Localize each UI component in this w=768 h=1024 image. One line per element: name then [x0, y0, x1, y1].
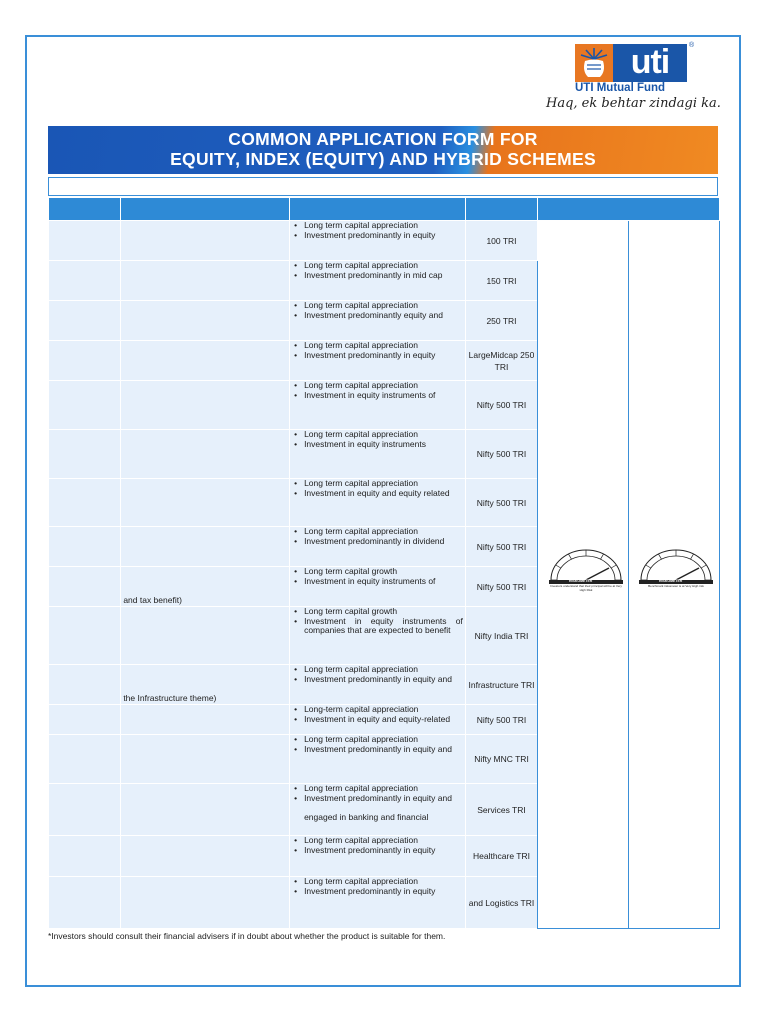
section-header-bar: [48, 177, 718, 196]
benchmark-cell: [465, 784, 537, 836]
scheme-name-cell: [121, 341, 290, 381]
benchmark-name: and Logistics TRI: [468, 897, 535, 908]
product-suitability-cell: [290, 836, 466, 877]
scheme-category-cell: [49, 430, 121, 479]
scheme-name-cell: [121, 567, 290, 607]
suitability-point: • Long term capital appreciation: [290, 877, 465, 887]
benchmark-riskometer: [637, 548, 715, 599]
scheme-riskometer: [547, 548, 625, 599]
suitability-point: • Investment predominantly in equity and: [290, 794, 465, 804]
suitability-point: • Long-term capital appreciation: [290, 705, 465, 715]
suitability-points: [290, 567, 465, 586]
suitability-points: [290, 430, 465, 449]
riskometer-caption: Investors understand that their principal will be at Very High Risk: [550, 584, 622, 592]
suitability-point: • Investment in equity instruments: [290, 440, 465, 450]
product-suitability-cell: [290, 784, 466, 836]
scheme-name-cell: [121, 381, 290, 430]
suitability-point: • Investment predominantly equity and: [290, 311, 465, 321]
uti-logo: [546, 42, 725, 122]
benchmark-cell: [465, 261, 537, 301]
benchmark-name: Nifty 500 TRI: [476, 541, 527, 552]
title-line-1: COMMON APPLICATION FORM FOR: [228, 129, 538, 149]
suitability-points: [290, 735, 465, 754]
footnote: *Investors should consult their financial advisers if in doubt about whether the product is suitable for them.: [48, 931, 446, 941]
suitability-point: • Long term capital appreciation: [290, 527, 465, 537]
benchmark-name: Nifty 500 TRI: [476, 400, 527, 410]
table-row: [49, 221, 720, 261]
product-suitability-cell: [290, 381, 466, 430]
suitability-point: • Investment in equity and equity-related: [290, 715, 465, 725]
suitability-point: • Long term capital growth: [290, 607, 465, 617]
title-line-2: EQUITY, INDEX (EQUITY) AND HYBRID SCHEMES: [170, 149, 596, 169]
product-suitability-cell: [290, 261, 466, 301]
benchmark-name: Infrastructure TRI: [468, 679, 535, 690]
suitability-point: • Long term capital appreciation: [290, 665, 465, 675]
scheme-name-cell: [121, 665, 290, 705]
scheme-category-cell: [49, 261, 121, 301]
brand-tagline: Haq, ek behtar zindagi ka.: [546, 96, 721, 111]
suitability-point: • Long term capital growth: [290, 567, 465, 577]
benchmark-name: Nifty 500 TRI: [476, 714, 527, 725]
scheme-name-cell: [121, 877, 290, 929]
suitability-point: • Long term capital appreciation: [290, 221, 465, 231]
benchmark-cell: [465, 381, 537, 430]
title-banner: [48, 126, 718, 174]
scheme-name-note: the Infrastructure theme): [123, 693, 217, 703]
scheme-category-cell: [49, 527, 121, 567]
header-cell: [49, 198, 121, 221]
product-suitability-cell: [290, 607, 466, 665]
product-suitability-cell: [290, 221, 466, 261]
suitability-point: • Investment in equity instruments of companies that are expected to benefit: [290, 617, 465, 636]
scheme-category-cell: [49, 221, 121, 261]
suitability-points: [290, 877, 465, 896]
scheme-category-cell: [49, 567, 121, 607]
header-cell: [290, 198, 466, 221]
scheme-name-cell: [121, 527, 290, 567]
product-suitability-cell: [290, 430, 466, 479]
product-suitability-cell: [290, 705, 466, 735]
suitability-point: • Investment in equity instruments of: [290, 391, 465, 401]
scheme-name-note: and tax benefit): [123, 595, 182, 605]
benchmark-name: 250 TRI: [486, 315, 517, 326]
benchmark-cell: [465, 877, 537, 929]
benchmark-cell: [465, 221, 537, 261]
suitability-points: [290, 665, 465, 684]
product-suitability-cell: [290, 735, 466, 784]
benchmark-cell: [465, 735, 537, 784]
suitability-point: • Investment in equity instruments of: [290, 577, 465, 587]
scheme-name-cell: [121, 221, 290, 261]
header-cell: [465, 198, 537, 221]
scheme-category-cell: [49, 836, 121, 877]
scheme-category-cell: [49, 665, 121, 705]
suitability-points: [290, 381, 465, 400]
scheme-category-cell: [49, 607, 121, 665]
product-suitability-cell: [290, 877, 466, 929]
suitability-points: [290, 479, 465, 498]
benchmark-cell: [465, 527, 537, 567]
scheme-name-cell: [121, 705, 290, 735]
scheme-name-cell: [121, 301, 290, 341]
suitability-points: [290, 301, 465, 320]
suitability-point: • Investment predominantly in dividend: [290, 537, 465, 547]
benchmark-cell: [465, 665, 537, 705]
benchmark-name: 150 TRI: [486, 275, 517, 286]
benchmark-cell: [465, 301, 537, 341]
benchmark-name: Nifty MNC TRI: [474, 754, 529, 764]
benchmark-name: 100 TRI: [486, 235, 517, 246]
suitability-point: • Long term capital appreciation: [290, 836, 465, 846]
riskometer-label: RISKOMETER: [569, 579, 593, 583]
benchmark-cell: [465, 341, 537, 381]
benchmark-cell: [465, 430, 537, 479]
benchmark-cell: [465, 705, 537, 735]
suitability-point: • Investment predominantly in equity and: [290, 675, 465, 685]
scheme-category-cell: [49, 877, 121, 929]
suitability-point: • Investment predominantly in equity: [290, 351, 465, 361]
table-header-row: [49, 198, 720, 221]
suitability-point: • Investment in equity and equity related: [290, 489, 465, 499]
suitability-point: • Long term capital appreciation: [290, 735, 465, 745]
benchmark-name: Nifty 500 TRI: [476, 449, 527, 459]
logo-wordmark: uti: [613, 44, 687, 82]
suitability-point: • Long term capital appreciation: [290, 784, 465, 794]
suitability-point: • Investment predominantly in equity: [290, 846, 465, 856]
product-suitability-cell: [290, 527, 466, 567]
scheme-category-cell: [49, 705, 121, 735]
scheme-name-cell: [121, 836, 290, 877]
header-cell: [121, 198, 290, 221]
suitability-point: • Long term capital appreciation: [290, 261, 465, 271]
suitability-point: • Long term capital appreciation: [290, 381, 465, 391]
scheme-category-cell: [49, 341, 121, 381]
suitability-point: engaged in banking and financial: [304, 812, 429, 822]
benchmark-name: Services TRI: [477, 804, 526, 815]
header-cell: [538, 198, 720, 221]
scheme-category-cell: [49, 784, 121, 836]
benchmark-name: LargeMidcap 250 TRI: [468, 349, 535, 372]
benchmark-name: Nifty India TRI: [474, 630, 529, 641]
registered-mark: ®: [689, 42, 695, 49]
suitability-point: • Investment predominantly in equity: [290, 887, 465, 897]
benchmark-name: Healthcare TRI: [472, 851, 530, 861]
suitability-point: • Long term capital appreciation: [290, 479, 465, 489]
benchmark-cell: [465, 479, 537, 527]
suitability-point: • Long term capital appreciation: [290, 301, 465, 311]
benchmark-name: Nifty 500 TRI: [476, 497, 527, 508]
suitability-point: • Long term capital appreciation: [290, 341, 465, 351]
product-suitability-cell: [290, 301, 466, 341]
riskometer-caption: Benchmark riskometer is at Very High risk: [648, 584, 704, 588]
suitability-points: [290, 341, 465, 360]
benchmark-cell: [465, 607, 537, 665]
suitability-point: • Investment predominantly in equity and: [290, 745, 465, 755]
suitability-point: • Long term capital appreciation: [290, 430, 465, 440]
product-suitability-cell: [290, 665, 466, 705]
suitability-points: [290, 527, 465, 546]
suitability-point: • Investment predominantly in mid cap: [290, 271, 465, 281]
scheme-category-cell: [49, 479, 121, 527]
suitability-points: [290, 836, 465, 855]
kalash-icon: [575, 44, 613, 82]
suitability-points: [290, 261, 465, 280]
suitability-points: [290, 221, 465, 240]
scheme-category-cell: [49, 735, 121, 784]
scheme-name-cell: [121, 430, 290, 479]
product-suitability-cell: [290, 341, 466, 381]
suitability-points: [290, 607, 465, 636]
suitability-point: • Investment predominantly in equity: [290, 231, 465, 241]
scheme-name-cell: [121, 735, 290, 784]
scheme-category-cell: [49, 301, 121, 341]
product-suitability-cell: [290, 479, 466, 527]
benchmark-cell: [465, 567, 537, 607]
benchmark-cell: [465, 836, 537, 877]
scheme-name-cell: [121, 607, 290, 665]
scheme-name-cell: [121, 261, 290, 301]
scheme-name-cell: [121, 479, 290, 527]
suitability-points: [290, 784, 465, 823]
scheme-category-cell: [49, 381, 121, 430]
brand-name: UTI Mutual Fund: [575, 82, 666, 94]
scheme-name-cell: [121, 784, 290, 836]
logo-mark: [575, 44, 687, 82]
suitability-points: [290, 705, 465, 724]
benchmark-name: Nifty 500 TRI: [476, 581, 527, 592]
riskometer-label: RISKOMETER: [659, 579, 683, 583]
product-suitability-cell: [290, 567, 466, 607]
